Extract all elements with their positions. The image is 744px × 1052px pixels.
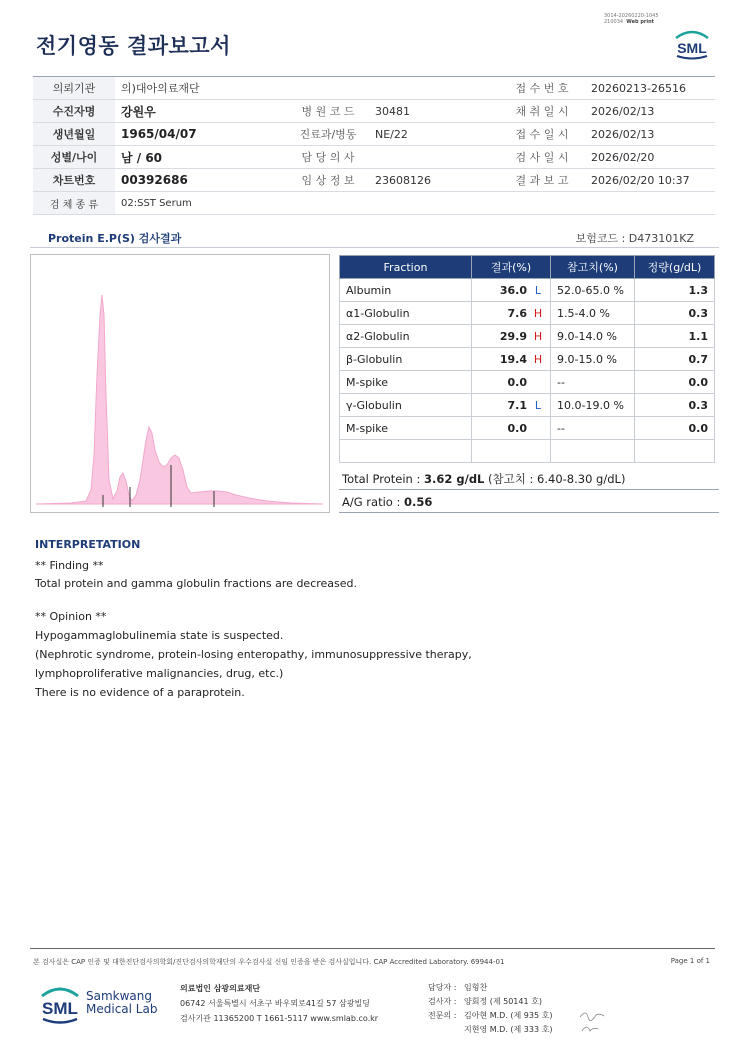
fraction-quantity: 0.0 (635, 371, 715, 394)
logo-text: SML (677, 40, 707, 56)
accreditation-note: 본 검사실은 CAP 인증 및 대한진단검사의학회/진단검사의학재단의 우수검사실 신임 인증을 받은 검사실입니다. CAP Accredited Laboratory. 69944-01 (33, 958, 505, 966)
specimen-value: 02:SST Serum (115, 192, 715, 215)
fraction-quantity: 0.3 (635, 394, 715, 417)
fraction-quantity: 1.1 (635, 325, 715, 348)
info-label: 의뢰기관 (33, 77, 115, 100)
doc-id-line: 3014-20260220-1045 (604, 13, 659, 19)
staff-row (428, 1009, 552, 1023)
info-label: 임 상 정 보 (287, 169, 369, 192)
fraction-result (472, 417, 551, 440)
interpretation-line: Hypogammaglobulinemia state is suspected. (35, 629, 284, 642)
interpretation-line: There is no evidence of a paraprotein. (35, 686, 245, 699)
ag-ratio (342, 495, 432, 509)
reference-range: -- (551, 371, 635, 394)
fraction-quantity (635, 440, 715, 463)
result-value: 7.1 (507, 398, 527, 412)
lab-name (86, 990, 157, 1016)
lab-name-line: Medical Lab (86, 1002, 158, 1016)
reference-range: 9.0-15.0 % (551, 348, 635, 371)
info-label: 접 수 일 시 (499, 123, 585, 146)
patient-info-table (33, 76, 715, 215)
doc-id-line: 210034 (604, 19, 624, 25)
fraction-quantity: 0.7 (635, 348, 715, 371)
result-value: 19.4 (499, 352, 527, 366)
ep-row (340, 417, 715, 440)
info-value (369, 77, 499, 100)
info-label: 생년월일 (33, 123, 115, 146)
footer-divider (30, 948, 715, 949)
samkwang-logo-icon (36, 982, 84, 1026)
staff-role: 전문의 : (428, 1011, 457, 1020)
staff-name: 김아현 M.D. (제 935 호) (464, 1011, 553, 1020)
info-row (33, 100, 715, 123)
staff-list (428, 981, 552, 1037)
info-label: 담 당 의 사 (287, 146, 369, 169)
foundation-info (180, 981, 378, 1026)
fraction-result (472, 325, 551, 348)
section-title: Protein E.P(S) 검사결과 (48, 232, 182, 245)
ep-row (340, 371, 715, 394)
col-header-fraction: Fraction (340, 256, 472, 279)
result-value: 0.0 (507, 375, 527, 389)
ep-row (340, 279, 715, 302)
fraction-name: γ-Globulin (340, 394, 472, 417)
ep-row (340, 394, 715, 417)
reference-range: 10.0-19.0 % (551, 394, 635, 417)
fraction-quantity: 1.3 (635, 279, 715, 302)
interpretation-title: INTERPRETATION (35, 538, 141, 551)
info-value: 23608126 (369, 169, 499, 192)
col-header-quantity: 정량(g/dL) (635, 256, 715, 279)
fraction-result (472, 348, 551, 371)
ep-row (340, 348, 715, 371)
fraction-name: β-Globulin (340, 348, 472, 371)
fraction-quantity: 0.0 (635, 417, 715, 440)
staff-role: 검사자 : (428, 997, 457, 1006)
info-label: 결 과 보 고 (499, 169, 585, 192)
divider (339, 489, 719, 490)
staff-name: 임형찬 (464, 983, 488, 992)
signature-icon (578, 1007, 608, 1037)
fraction-name: M-spike (340, 417, 472, 440)
reference-range: 52.0-65.0 % (551, 279, 635, 302)
ep-results-table (339, 255, 715, 463)
ep-row (340, 325, 715, 348)
fraction-result (472, 371, 551, 394)
info-label (287, 77, 369, 100)
info-label: 성별/나이 (33, 146, 115, 169)
info-value: 2026/02/13 (585, 123, 715, 146)
fraction-name: Albumin (340, 279, 472, 302)
result-flag: L (534, 283, 542, 297)
web-print-label: Web print (626, 19, 655, 25)
result-value: 7.6 (507, 306, 527, 320)
info-row (33, 192, 715, 215)
staff-row (428, 1023, 552, 1037)
info-label: 접 수 번 호 (499, 77, 585, 100)
info-value: 의)대아의료재단 (115, 77, 287, 100)
divider (339, 512, 719, 513)
chart-number: 00392686 (115, 169, 287, 192)
col-header-result: 결과(%) (472, 256, 551, 279)
page-title: 전기영동 결과보고서 (36, 34, 231, 58)
ep-header-row (340, 256, 715, 279)
result-flag: H (533, 306, 543, 320)
foundation-contact: 검사기관 11365200 T 1661-5117 www.smlab.co.kr (180, 1014, 379, 1023)
info-label: 채 취 일 시 (499, 100, 585, 123)
result-value: 29.9 (499, 329, 527, 343)
section-divider (30, 247, 719, 248)
staff-name: 양회정 (제 50141 호) (464, 997, 542, 1006)
info-value: 2026/02/13 (585, 100, 715, 123)
result-flag: H (533, 329, 543, 343)
result-flag: H (533, 352, 543, 366)
interpretation-line: ** Opinion ** (35, 610, 107, 623)
ep-row (340, 440, 715, 463)
info-row (33, 169, 715, 192)
fraction-result (472, 394, 551, 417)
info-label: 수진자명 (33, 100, 115, 123)
reference-range (551, 440, 635, 463)
birth-date: 1965/04/07 (115, 123, 287, 146)
interpretation-line: (Nephrotic syndrome, protein-losing enteropathy, immunosuppressive therapy, (35, 648, 472, 661)
fraction-name: M-spike (340, 371, 472, 394)
info-row (33, 146, 715, 169)
fraction-result (472, 302, 551, 325)
info-value: 20260213-26516 (585, 77, 715, 100)
densitogram-curve (36, 295, 323, 504)
reference-range: -- (551, 417, 635, 440)
staff-name: 지현영 M.D. (제 333 호) (464, 1025, 553, 1034)
info-label: 검 사 일 시 (499, 146, 585, 169)
densitogram-svg (31, 255, 329, 512)
patient-name: 강원우 (115, 100, 287, 123)
info-value: 2026/02/20 (585, 146, 715, 169)
staff-role (428, 1023, 464, 1037)
insurance-code: 보험코드 : D473101KZ (575, 232, 694, 245)
reference-range: 9.0-14.0 % (551, 325, 635, 348)
info-row (33, 123, 715, 146)
foundation-name: 의료법인 삼광의료재단 (180, 984, 261, 993)
sml-logo-icon (672, 28, 712, 60)
info-label: 병 원 코 드 (287, 100, 369, 123)
result-value: 36.0 (499, 283, 527, 297)
info-row (33, 77, 715, 100)
result-value: 0.0 (507, 421, 527, 435)
fraction-name (340, 440, 472, 463)
fraction-name: α2-Globulin (340, 325, 472, 348)
total-protein-label: Total Protein : (342, 472, 425, 486)
staff-row (428, 981, 552, 995)
interpretation-line: ** Finding ** (35, 559, 104, 572)
staff-role: 담당자 : (428, 983, 457, 992)
interpretation-line: Total protein and gamma globulin fractions are decreased. (35, 577, 358, 590)
document-id (604, 13, 659, 25)
ag-ratio-label: A/G ratio : (342, 495, 405, 509)
total-protein (342, 471, 625, 487)
staff-row (428, 995, 552, 1009)
interpretation-line: lymphoproliferative malignancies, drug, etc.) (35, 667, 284, 680)
densitogram-panel (30, 254, 330, 513)
ag-ratio-value: 0.56 (404, 495, 433, 509)
fraction-name: α1-Globulin (340, 302, 472, 325)
info-value: 30481 (369, 100, 499, 123)
total-protein-reference: (참고치 : 6.40-8.30 g/dL) (484, 472, 626, 486)
ep-row (340, 302, 715, 325)
info-label: 차트번호 (33, 169, 115, 192)
info-value: NE/22 (369, 123, 499, 146)
fraction-result (472, 279, 551, 302)
sex-age: 남 / 60 (115, 146, 287, 169)
reference-range: 1.5-4.0 % (551, 302, 635, 325)
result-flag: L (534, 398, 542, 412)
fraction-result (472, 440, 551, 463)
total-protein-value: 3.62 g/dL (424, 472, 485, 486)
fraction-quantity: 0.3 (635, 302, 715, 325)
specimen-label: 검 체 종 류 (33, 192, 115, 215)
page-number: Page 1 of 1 (670, 957, 710, 965)
info-value (369, 146, 499, 169)
lab-name-line: Samkwang (86, 989, 152, 1003)
info-label: 진료과/병동 (287, 123, 369, 146)
svg-text:SML: SML (42, 999, 78, 1018)
info-value: 2026/02/20 10:37 (585, 169, 715, 192)
col-header-reference: 참고치(%) (551, 256, 635, 279)
foundation-address: 06742 서울특별시 서초구 바우뫼로41길 57 삼광빌딩 (180, 999, 370, 1008)
